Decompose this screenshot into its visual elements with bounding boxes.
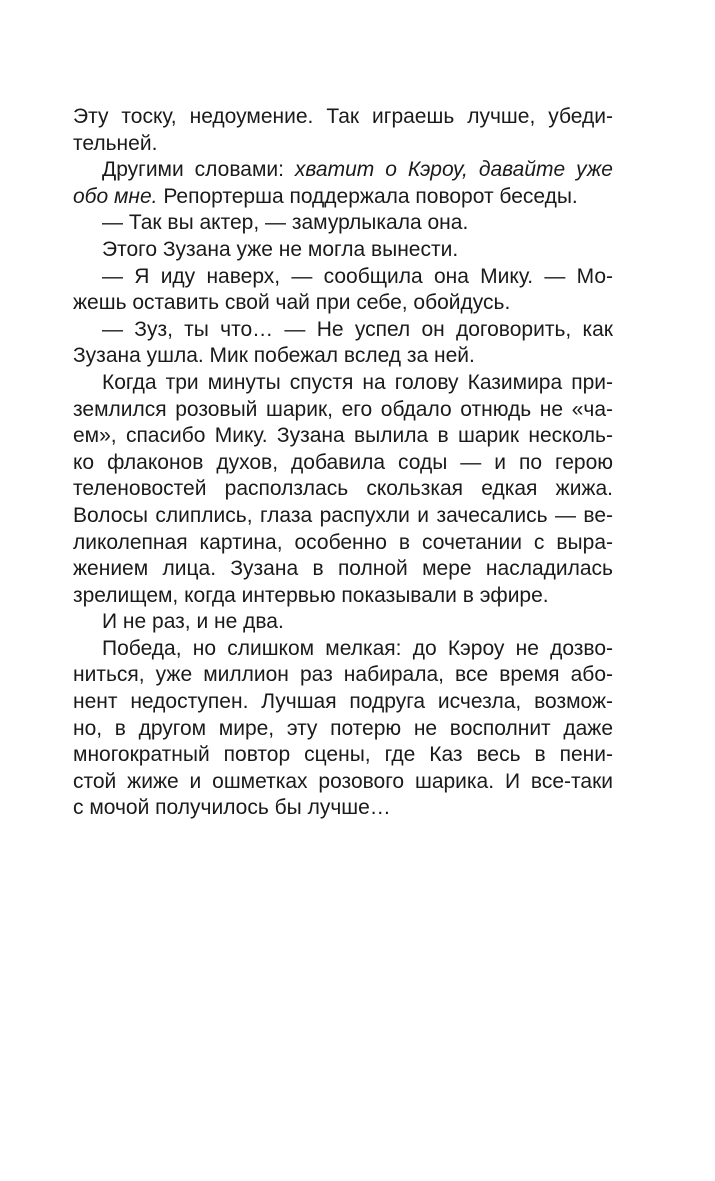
text-line: Эту тоску, недоумение. Так играешь лучше, убеди-	[73, 105, 613, 128]
text-line: стой жиже и ошметках розового шарика. И все-таки	[73, 769, 613, 793]
paragraph	[73, 609, 613, 636]
text-line: Победа, но слишком мелкая: до Кэроу не дозво-	[102, 636, 613, 660]
text-line: землился розовый шарик, его обдало отнюдь не «ча-	[73, 397, 613, 421]
text-line: с мочой получилось бы лучше…	[73, 796, 391, 820]
text-line: тельней.	[73, 131, 158, 155]
paragraph	[73, 157, 613, 210]
text-line: но, в другом мире, эту потерю не восполнит даже	[73, 716, 613, 740]
text-line: зрелищем, когда интервью показывали в эфире.	[73, 583, 549, 607]
text-segment: Другими словами:	[102, 158, 295, 182]
paragraph	[73, 264, 613, 317]
text-line: ликолепная картина, особенно в сочетании с выра-	[73, 530, 613, 554]
paragraph	[73, 210, 613, 237]
text-line: Когда три минуты спустя на голову Казимира при-	[102, 370, 613, 394]
text-line: ем», спасибо Мику. Зузана вылила в шарик несколь-	[73, 424, 613, 448]
book-page	[73, 104, 613, 822]
paragraph	[73, 317, 613, 370]
paragraph	[73, 104, 613, 157]
text-line: жешь оставить свой чай при себе, обойдусь.	[73, 291, 511, 315]
text-line: Зузана ушла. Мик побежал вслед за ней.	[73, 344, 475, 368]
paragraph	[73, 636, 613, 822]
text-line: Волосы слиплись, глаза распухли и зачесались — ве-	[73, 503, 613, 527]
text-line: нент недоступен. Лучшая подруга исчезла, возмож-	[73, 690, 613, 714]
text-line: многократный повтор сцены, где Каз весь в пени-	[73, 743, 613, 767]
text-line: — Зуз, ты что… — Не успел он договорить, как	[102, 317, 613, 341]
text-segment: Репортерша поддержала поворот беседы.	[157, 184, 578, 208]
text-line: жением лица. Зузана в полной мере насладилась	[73, 557, 613, 581]
text-line: ниться, уже миллион раз набирала, все время або-	[73, 663, 613, 687]
text-line	[73, 184, 613, 211]
paragraph	[73, 370, 613, 609]
text-line: И не раз, и не два.	[102, 610, 284, 634]
paragraph	[73, 237, 613, 264]
italic-segment: хватит о Кэроу, давайте уже	[294, 158, 613, 182]
italic-segment: обо мне.	[73, 184, 158, 208]
text-line: Этого Зузана уже не могла вынести.	[102, 237, 459, 261]
text-line: — Я иду наверх, — сообщила она Мику. — Мо-	[102, 264, 613, 288]
text-line: теленовостей расползлась скользкая едкая жижа.	[73, 477, 613, 501]
text-line	[73, 157, 613, 184]
text-line: ко флаконов духов, добавила соды — и по герою	[73, 450, 613, 474]
text-line: — Так вы актер, — замурлыкала она.	[102, 211, 469, 235]
